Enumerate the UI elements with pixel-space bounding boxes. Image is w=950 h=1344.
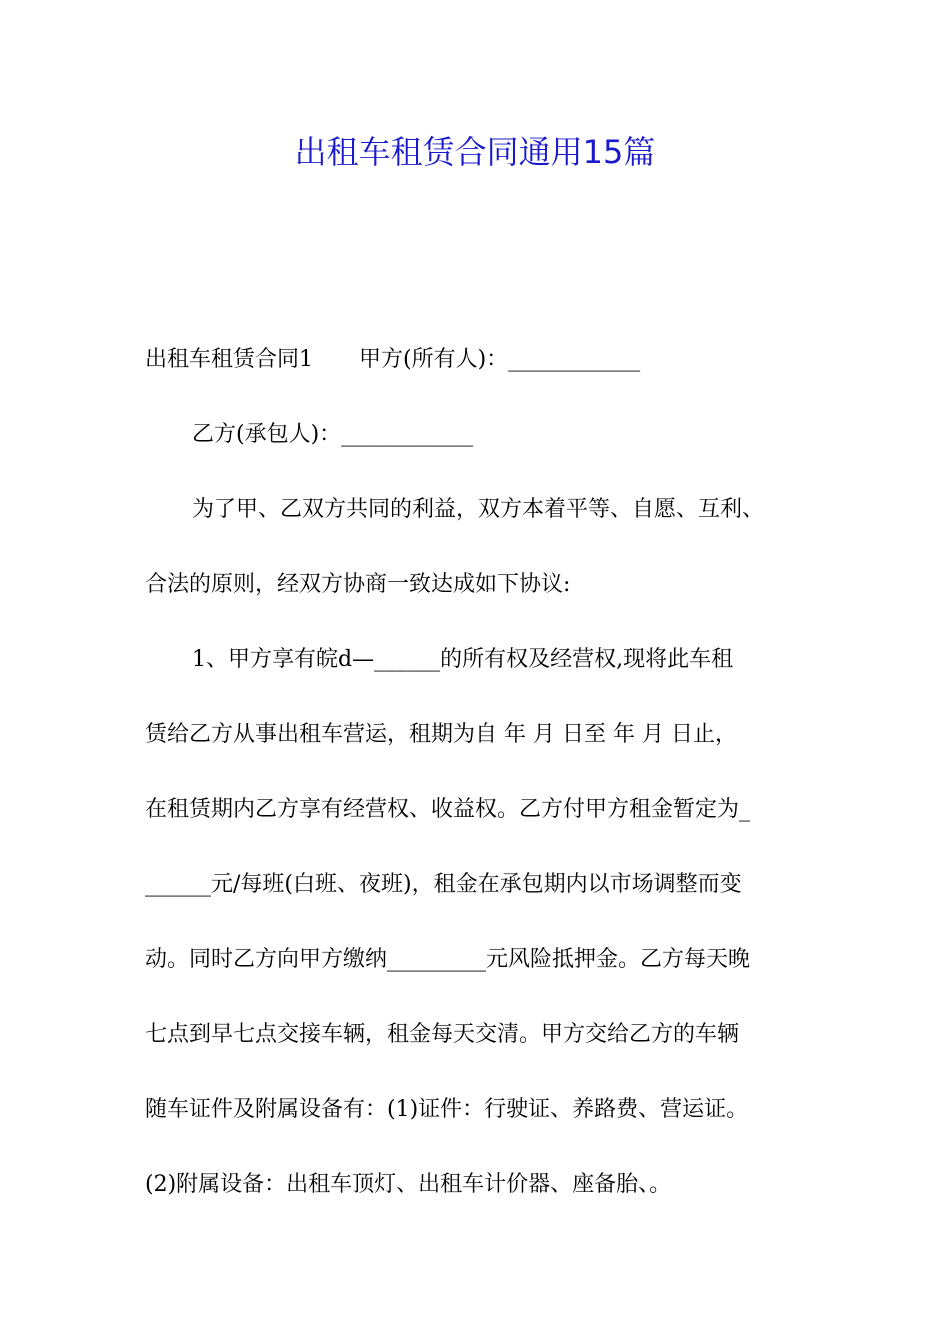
paragraph-line: 为了甲、乙双方共同的利益，双方本着平等、自愿、互利、 xyxy=(192,497,765,522)
contract-heading-line xyxy=(145,340,640,380)
paragraph-line: 1、甲方享有皖d—______的所有权及经营权,现将此车租 xyxy=(192,647,734,672)
paragraph-line: 七点到早七点交接车辆，租金每天交清。甲方交给乙方的车辆 xyxy=(145,1022,740,1047)
paragraph-line: 在租赁期内乙方享有经营权、收益权。乙方付甲方租金暂定为_ xyxy=(145,797,751,822)
contract-number: 出租车租赁合同1 xyxy=(145,347,313,372)
paragraph-line: (2)附属设备：出租车顶灯、出租车计价器、座备胎、。 xyxy=(145,1172,672,1197)
paragraph-line: ______元/每班(白班、夜班)，租金在承包期内以市场调整而变 xyxy=(145,872,742,897)
party-b-field: 乙方(承包人)：____________ xyxy=(192,422,474,447)
paragraph-line: 随车证件及附属设备有：(1)证件：行驶证、养路费、营运证。 xyxy=(145,1097,749,1122)
paragraph-line: 赁给乙方从事出租车营运，租期为自 年 月 日至 年 月 日止， xyxy=(145,722,737,747)
paragraph-line: 合法的原则，经双方协商一致达成如下协议: xyxy=(145,572,571,597)
document-title: 出租车租赁合同通用15篇 xyxy=(294,133,656,171)
paragraph-line: 动。同时乙方向甲方缴纳_________元风险抵押金。乙方每天晚 xyxy=(145,947,751,972)
party-a-field: 甲方(所有人)：____________ xyxy=(359,347,641,372)
